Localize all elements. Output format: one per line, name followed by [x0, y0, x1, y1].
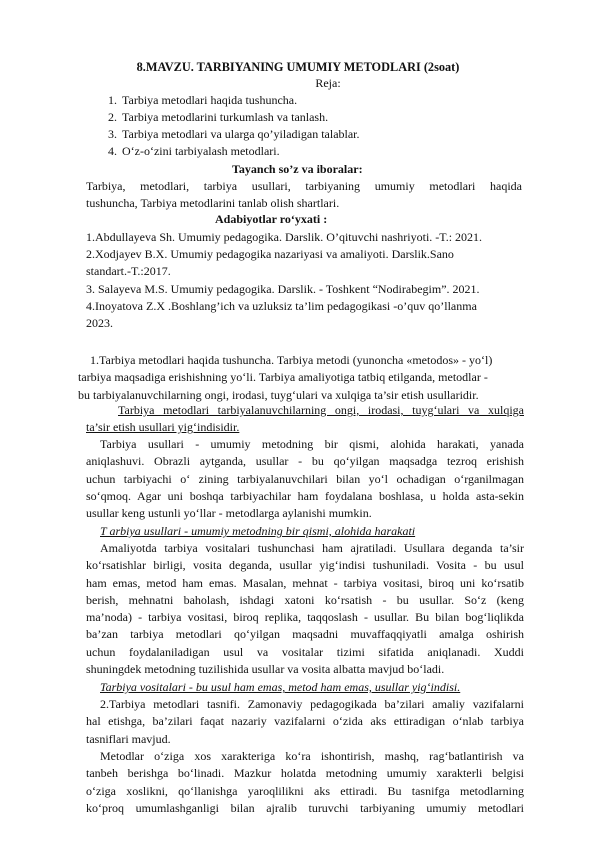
references-heading: Adabiyotlar ro‘yxati :: [215, 212, 328, 226]
text-line: o‘ziga xoslikni, qo‘llanishga yaroqlilikni aks ettiradi. Bu tasnifga metodlarning: [86, 783, 524, 798]
text-line: tanbeh berishga bo‘linadi. Mazkur holatda metodning umumiy xarakterli belgisi: [86, 766, 524, 781]
text-line: ko‘proq umumlashganligi bilan ajralib turuvchi tarbiyaning umumiy metodlari: [86, 800, 524, 815]
text-line: shuningdek metodning tuzilishida usullar va vosita albatta mavjud bo‘ladi.: [86, 662, 445, 677]
text-line: tushuncha, Tarbiya metodlarini tanlab olish shartlari.: [86, 196, 340, 211]
paragraph-1: [78, 352, 563, 404]
text-line: ta’sir etish usullari yig‘indisidir.: [86, 420, 240, 435]
key-terms-heading: Tayanch so’z va iboralar:: [232, 162, 363, 176]
plan-item: 3. Tarbiya metodlari va ularga qo’yiladigan talablar.: [120, 126, 540, 143]
reference-line: 3. Salayeva M.S. Umumiy pedagogika. Darslik. - Toshkent “Nodirabegim”. 2021.: [86, 281, 480, 296]
paragraph-2: [86, 436, 524, 522]
plan-item: 2. Tarbiya metodlarini turkumlash va tanlash.: [120, 109, 540, 126]
text-line: Metodlar o‘ziga xos xarakteriga ko‘ra ishontirish, mashq, rag‘batlantirish va: [100, 749, 524, 763]
text-line: bu tarbiyalanuvchilarning ongi, irodasi, tuyg‘ulari va xulqiga ta’sir etish usullaridir.: [78, 387, 479, 402]
reference-line: 2.Xodjayev B.X. Umumiy pedagogika nazariyasi va amaliyoti. Darslik.Sano: [86, 247, 454, 262]
reference-line: 1.Abdullayeva Sh. Umumiy pedagogika. Darslik. O’qituvchi nashriyoti. -T.: 2021.: [86, 230, 483, 244]
text-line: Tarbiya metodlari tarbiyalanuvchilarning ongi, irodasi, tuyg‘ulari va xulqiga: [118, 403, 524, 417]
reference-line: standart.-T.:2017.: [86, 264, 171, 279]
text-line: ham emas, metod ham emas. Masalan, mehnat - tarbiya vositasi, biroq uni ko‘rsatib: [86, 575, 524, 590]
paragraph-4: [86, 696, 524, 748]
reference-line: 4.Inoyatova Z.X .Boshlang’ich va uzluksiz ta’lim pedagogikasi -o’quv qo’llanma: [86, 298, 477, 313]
text-line: berish, mehnatni baholash, ishdagi xatoni ko‘rsatish - bu usullar. So‘z (keng: [86, 592, 524, 607]
paragraph-5: [86, 748, 524, 817]
lecture-title: 8.MAVZU. TARBIYANING UMUMIY METODLARI (2soat): [136, 60, 460, 74]
text-line: 2.Tarbiya metodlari tasnifi. Zamonaviy pedagogikada ba’zilari amaliy vazifalarni: [100, 697, 524, 711]
text-line: uchun foydalaniladigan usul va vositalar tizimi sifatida aniqlanadi. Xuddi: [86, 644, 524, 659]
definition-methods: [86, 402, 524, 437]
text-line: usullar keng ustunli yo‘llar - metodlarga aylanishi mumkin.: [86, 506, 372, 521]
text-line: ba’zan tarbiya metodlari qo‘yilgan maqsadni muvaffaqqiyatli amalga oshirish: [86, 627, 524, 642]
references-list: [86, 229, 536, 332]
text-line: ko‘rsatishlar birligi, vosita deganda, usullar yig‘indisi tushuniladi. Vosita - bu usul: [86, 558, 524, 573]
text-line: uchun tarbiyachi o‘ zining tarbiyalanuvchilari bilan yo‘l ochadigan o‘rganilmagan: [86, 471, 524, 486]
paragraph-3: [86, 540, 524, 678]
text-line: tarbiya maqsadiga erishishning yo‘li. Tarbiya amaliyotiga tatbiq etilganda, metodlar -: [78, 370, 488, 385]
text-line: ma’noda) - tarbiya vositasi, biroq replika, taqqoslash - usullar. Bu bilan bog‘liqlikda: [86, 610, 524, 625]
text-line: tasniflari mavjud.: [86, 731, 171, 746]
definition-vositalar: Tarbiya vositalari - bu usul ham emas, metod ham emas, usullar yig‘indisi.: [100, 680, 461, 694]
text-line: Tarbiya usullari - umumiy metodning bir qismi, alohida harakati, yanada: [100, 437, 524, 451]
plan-item: 4. O‘z-o‘zini tarbiyalash metodlari.: [120, 143, 540, 160]
text-line: 1.Tarbiya metodlari haqida tushuncha. Tarbiya metodi (yunoncha «metodos» - yo‘l): [90, 353, 493, 367]
text-line: Tarbiya, metodlari, tarbiya usullari, tarbiyaning umumiy metodlari haqida: [86, 179, 522, 193]
plan-item: 1. Tarbiya metodlari haqida tushuncha.: [120, 92, 540, 109]
text-line: Amaliyotda tarbiya vositalari tushunchasi ham ajratiladi. Usullara deganda ta’sir: [100, 541, 524, 555]
text-line: so‘qmoq. Agar uni boshqa tarbiyachilar ham foydalana boshlasa, u holda asta-sekin: [86, 488, 524, 503]
key-terms-text: [86, 178, 522, 213]
definition-usullar: T arbiya usullari - umumiy metodning bir qismi, alohida harakati: [100, 524, 416, 538]
plan-label: Reja:: [315, 76, 341, 90]
text-line: hal etishga, ba’zilari faqat nazariy vazifalarni o‘zida aks ettiradigan o‘nlab tarbiya: [86, 714, 524, 729]
text-line: aniqlashuvi. Obrazli aytganda, usullar - bu qo‘yilgan maqsadga tezroq erishish: [86, 454, 524, 469]
plan-list: [100, 92, 540, 160]
reference-line: 2023.: [86, 316, 113, 331]
